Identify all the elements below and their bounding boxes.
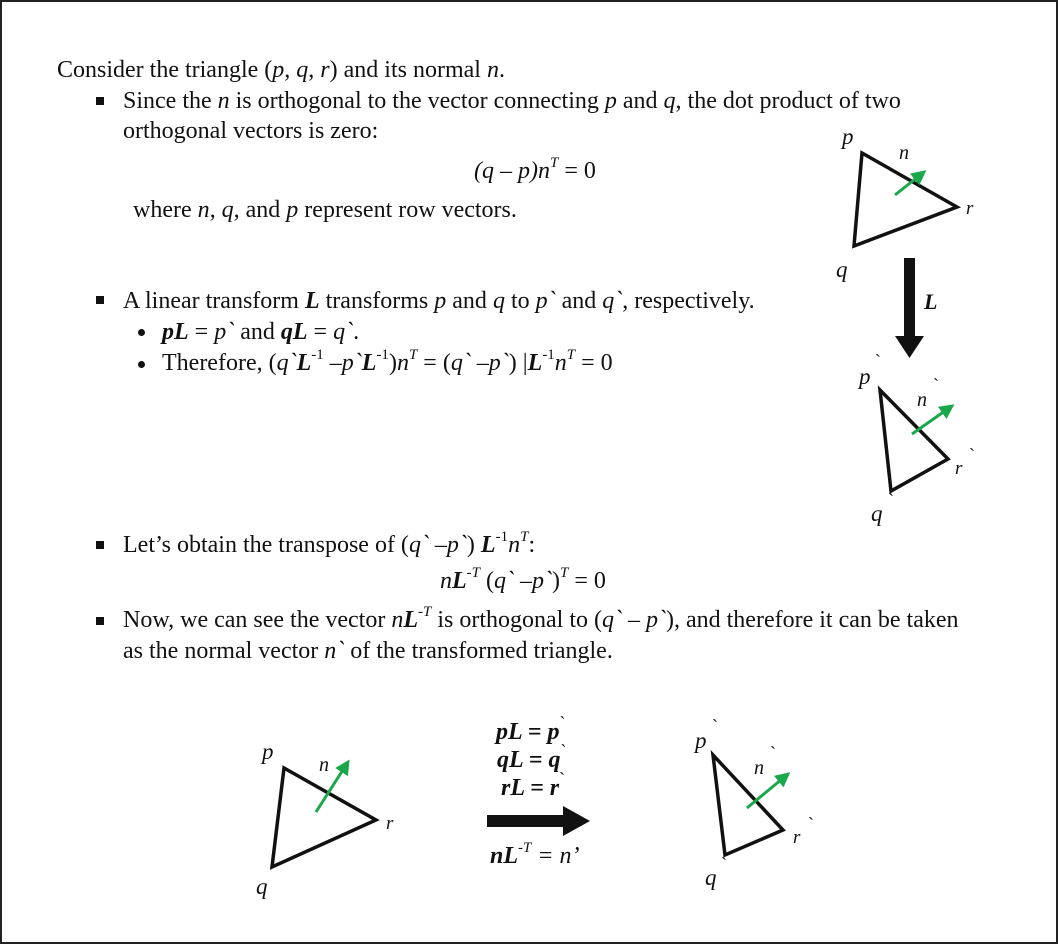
intro-line: Consider the triangle (p, q, r) and its normal n. <box>57 57 505 83</box>
prime-mark: ` <box>933 375 939 395</box>
label-r-prime: r <box>793 827 801 848</box>
eq-nL: $nL^{-T} = n$’ <box>490 840 580 869</box>
bullet-1-line-1: Since the n is orthogonal to the vector connecting p and q, the dot product of two <box>123 88 901 114</box>
eq-qL: qL = q` <box>497 741 567 773</box>
prime-mark: ` <box>712 716 718 736</box>
prime-mark: ` <box>969 445 975 465</box>
label-n-prime: n <box>917 389 927 411</box>
transform-arrow-head <box>895 336 924 358</box>
eq-rL: rL = r` <box>501 769 566 801</box>
label-q-prime: q <box>705 865 717 890</box>
label-r: r <box>966 198 974 219</box>
label-q-prime: q <box>871 501 883 526</box>
label-p: p <box>842 124 854 149</box>
bullet-2-line: A linear transform L transforms p and q to p` and q`, respectively. <box>123 288 755 314</box>
triangle-original-right <box>854 153 957 246</box>
label-n-prime: n <box>754 757 764 779</box>
transform-arrow-label: L <box>924 289 938 314</box>
bullet-1-line-2: orthogonal vectors is zero: <box>123 118 379 144</box>
prime-mark: ` <box>875 351 881 371</box>
label-q: q <box>836 257 848 282</box>
map-arrow-shaft <box>487 815 564 827</box>
prime-mark: ` <box>559 713 566 733</box>
prime-mark: ` <box>808 814 814 834</box>
prime-mark: ` <box>560 741 567 761</box>
bullet-4-line-2: as the normal vector n` of the transformed triangle. <box>123 638 613 664</box>
label-p: p <box>262 739 274 764</box>
prime-mark: ` <box>559 769 566 789</box>
triangle-transformed-right <box>880 390 948 491</box>
triangle-transformed-bottom <box>713 755 783 855</box>
label-n: n <box>319 754 329 776</box>
where-line: where n, q, and p represent row vectors. <box>133 197 517 223</box>
label-n: n <box>899 142 909 164</box>
label-r-prime: r <box>955 458 963 479</box>
map-arrow-head <box>563 806 590 836</box>
eq-pL: pL = p` <box>496 713 566 745</box>
label-q: q <box>256 874 268 899</box>
transform-arrow-shaft <box>904 258 915 338</box>
bullet-4-line-1: Now, we can see the vector $nL^{-T}$ is orthogonal to (q` – p`), and therefore it can be taken <box>123 604 959 633</box>
prime-mark: ` <box>770 743 776 763</box>
bullet-3-line: Let’s obtain the transpose of (q` –p`) $L^{-1}n^T$: <box>123 529 536 558</box>
prime-mark: ` <box>888 490 894 510</box>
label-p-prime: p <box>695 728 707 753</box>
triangle-original-bottom <box>272 768 376 867</box>
label-p-prime: p <box>859 364 871 389</box>
sub-bullet-1: pL = p` and qL = q`. <box>162 319 360 345</box>
label-r: r <box>386 813 394 834</box>
sub-bullet-2: Therefore, ($q`L^{-1}$ $-p`L^{-1})n^T$ = (q` –p`) $|L^{-1}n^T = 0$ <box>162 347 613 376</box>
prime-mark: ` <box>721 854 727 874</box>
equation-2: $nL^{-T}$ (q` –p`)$^T$ = 0 <box>440 565 606 594</box>
equation-1: $(q - p)n^T = 0$ <box>474 155 596 184</box>
